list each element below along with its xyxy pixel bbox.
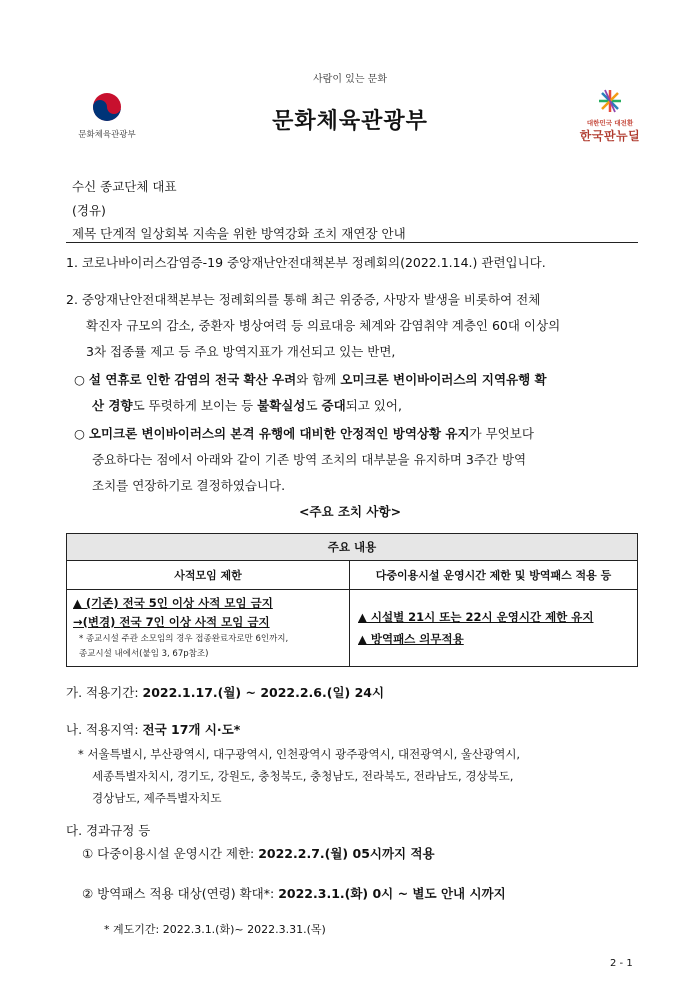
transition-item-2: ② 방역패스 적용 대상(연령) 확대*: 2022.3.1.(화) 0시 ~ 별도 안내 시까지 [82, 886, 506, 901]
via-line: (경유) [72, 203, 106, 218]
list-item: ▲ 방역패스 의무적용 [358, 631, 464, 646]
region-value: 전국 17개 시·도* [142, 722, 241, 737]
page-number: 2 - 1 [610, 958, 633, 969]
new-deal-wordmark: 한국판뉴딜 [579, 129, 641, 143]
period-value: 2022.1.17.(월) ~ 2022.2.6.(일) 24시 [142, 685, 385, 700]
subject-line: 제목 단계적 일상회복 지속을 위한 방역강화 조치 재연장 안내 [72, 226, 406, 241]
list-item: ▲ 시설별 21시 또는 22시 운영시간 제한 유지 [358, 609, 594, 624]
list-item: ▲ (기존) 전국 5인 이상 사적 모임 금지 [73, 596, 273, 610]
grace-period-note: * 계도기간: 2022.3.1.(화)~ 2022.3.31.(목) [104, 923, 326, 936]
item-2-line-3: 3차 접종률 제고 등 주요 방역지표가 개선되고 있는 반면, [86, 344, 396, 359]
new-deal-tagline: 대한민국 대전환 [586, 119, 634, 127]
list-item: →(변경) 전국 7인 이상 사적 모임 금지 [73, 615, 270, 629]
header-divider [66, 242, 638, 243]
recipient-line: 수신 종교단체 대표 [72, 179, 177, 194]
item-2-line-2: 확진자 규모의 감소, 중환자 병상여력 등 의료대응 체계와 감염취약 계층인 60대 이상의 [86, 318, 561, 333]
col-private-gathering: 사적모임 제한 [67, 561, 350, 590]
item-2-line-1: 2. 중앙재난안전대책본부는 정례회의를 통해 최근 위중증, 사망자 발생을 비롯하여 전체 [66, 292, 541, 307]
col-facility-hours: 다중이용시설 운영시간 제한 및 방역패스 적용 등 [350, 561, 638, 590]
period-line: 가. 적용기간: 2022.1.17.(월) ~ 2022.2.6.(일) 24시 [66, 685, 385, 700]
measures-title: <주요 조치 사항> [298, 504, 402, 519]
region-list: * 서울특별시, 부산광역시, 대구광역시, 인천광역시 광주광역시, 대전광역시, 울산광역시, 세종특별자치시, 경기도, 강원도, 충청북도, 충청남도, 전라북도, 전라남도, 경상북도, 경상남도, 제주특별자치도 [78, 747, 521, 805]
ministry-logo-caption: 문화체육관광부 [78, 130, 136, 140]
region-line: 나. 적용지역: 전국 17개 시·도* [66, 722, 241, 737]
note: 종교시설 내에서(붙임 3, 67p참조) [79, 649, 209, 659]
measures-table [66, 533, 638, 667]
circle-marker: ○ [74, 372, 85, 387]
starburst-icon [595, 88, 625, 114]
circle-point-1: ○ 설 연휴로 인한 감염의 전국 확산 우려와 함께 오미크론 변이바이러스의 지역유행 확 산 경향도 뚜렷하게 보이는 등 불확실성도 증대되고 있어, [74, 372, 547, 413]
slogan: 사람이 있는 문화 [313, 74, 387, 85]
item-2 [66, 287, 640, 365]
private-gathering-cell [67, 590, 350, 667]
facility-hours-cell [350, 590, 638, 667]
korean-new-deal-logo [570, 88, 650, 144]
item-1: 1. 코로나바이러스감염증-19 중앙재난안전대책본부 정례회의(2022.1.14.) 관련입니다. [66, 255, 546, 270]
measures-table-header: 주요 내용 [67, 534, 638, 561]
circle-point-2: ○ 오미크론 변이바이러스의 본격 유행에 대비한 안정적인 방역상황 유지가 무엇보다 중요하다는 점에서 아래와 같이 기존 방역 조치의 대부분을 유지하며 3주간 방역 조치를 연장하기로 결정하였습니다. [74, 426, 534, 493]
transition-item-1: ① 다중이용시설 운영시간 제한: 2022.2.7.(월) 05시까지 적용 [82, 846, 435, 861]
ministry-title: 문화체육관광부 [272, 109, 428, 134]
note: * 종교시설 주관 소모임의 경우 접종완료자로만 6인까지, [79, 634, 289, 644]
transition-title: 다. 경과규정 등 [66, 823, 151, 838]
circle-marker: ○ [74, 426, 85, 441]
